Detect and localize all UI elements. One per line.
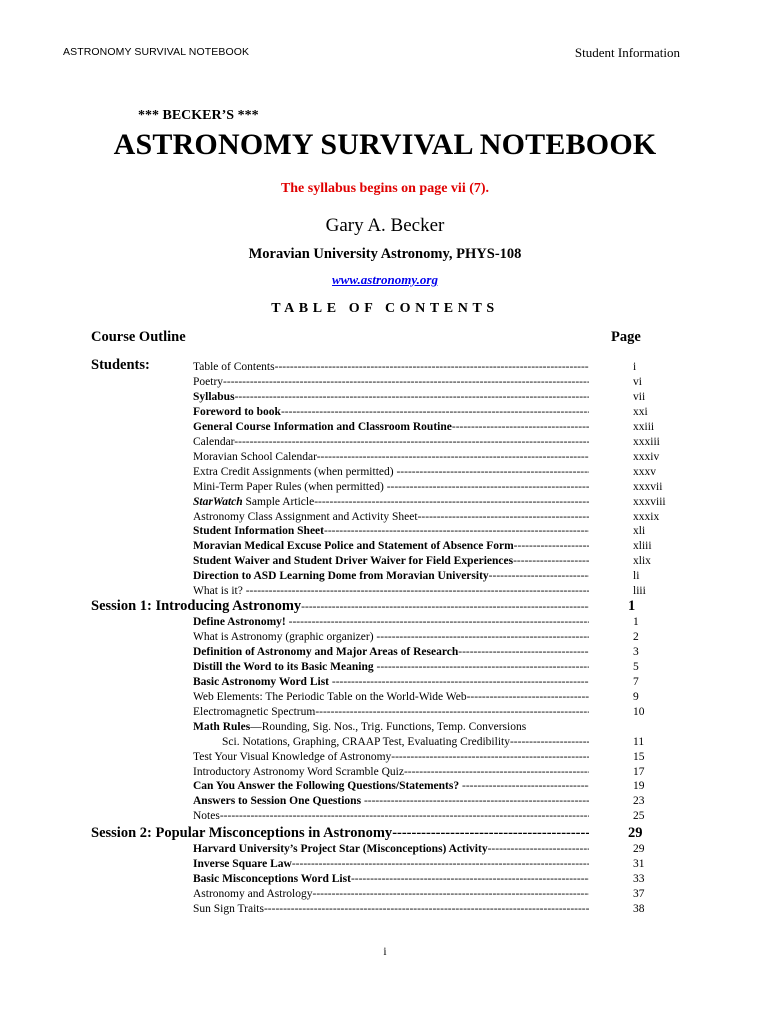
toc-entry-page: vi	[633, 375, 642, 388]
page-title: ASTRONOMY SURVIVAL NOTEBOOK	[113, 128, 657, 161]
toc-entry-page: 31	[633, 857, 645, 870]
toc-entry	[193, 794, 589, 809]
toc-entry-text: Sample Article	[242, 495, 315, 508]
students-label: Students:	[91, 357, 150, 373]
toc-entry-page: 11	[633, 735, 645, 748]
toc-entry	[193, 569, 589, 584]
toc-entry-bold-text: Basic Astronomy Word List	[193, 675, 332, 688]
toc-entry-bold-text: Can You Answer the Following Questions/Statements?	[193, 780, 462, 793]
toc-entry-page: xxxiii	[633, 435, 660, 448]
toc-entry	[193, 510, 589, 525]
toc-entry-bold-text: Basic Misconceptions Word List	[193, 872, 351, 885]
toc-entry-page: 38	[633, 902, 645, 915]
toc-entry	[193, 675, 589, 690]
toc-entry-bold-text: General Course Information and Classroom Routine	[193, 420, 452, 433]
toc-entry-text: Moravian School Calendar	[193, 450, 317, 463]
toc-entry	[193, 809, 589, 824]
toc-entry	[193, 554, 589, 569]
toc-entry-page: li	[633, 570, 640, 583]
toc-entry	[193, 480, 589, 495]
syllabus-note: The syllabus begins on page vii (7).	[280, 181, 490, 196]
toc-entry	[193, 660, 589, 675]
toc-entry	[193, 887, 589, 902]
toc-entry-bold-text: Answers to Session One Questions	[193, 795, 364, 808]
toc-entry-bold-text: Syllabus	[193, 390, 235, 403]
toc-entry-page: 5	[633, 660, 639, 673]
becker-heading: *** BECKER’S ***	[138, 108, 259, 123]
toc-entry-page: xliii	[633, 540, 652, 553]
toc-entry	[193, 645, 589, 660]
toc-entry-page: xxxiv	[633, 450, 660, 463]
toc-entry-bold-text: Foreword to book	[193, 405, 281, 418]
toc-entry-page: 3	[633, 645, 639, 658]
toc-entry	[193, 750, 589, 765]
toc-entry-page: 29	[633, 843, 645, 855]
website-link[interactable]: www.astronomy.org	[332, 272, 438, 287]
toc-entry	[193, 420, 589, 435]
toc-entry-text: Calendar	[193, 435, 235, 448]
toc-entry-page: xxiii	[633, 420, 655, 433]
toc-entry	[193, 360, 589, 375]
toc-entry-bold-text: Student Waiver and Student Driver Waiver for Field Experiences	[193, 555, 514, 568]
toc-entry-page: xxxvii	[633, 480, 663, 493]
session-page-number: 29	[628, 825, 643, 841]
toc-entry-page: 15	[633, 750, 645, 763]
toc-entry-bold-text: Definition of Astronomy and Major Areas of Research	[193, 645, 459, 658]
toc-entry-text: Introductory Astronomy Word Scramble Quiz	[193, 765, 404, 778]
running-header-title: ASTRONOMY SURVIVAL NOTEBOOK	[63, 46, 250, 58]
toc-entry-page: xli	[633, 525, 646, 538]
toc-entry-page: 37	[633, 887, 645, 900]
toc-entry-page: 10	[633, 705, 645, 718]
toc-entry-page: xxxviii	[633, 495, 666, 508]
toc-entry-page: 25	[633, 810, 645, 823]
toc-entry-italic-text: StarWatch	[193, 495, 243, 508]
toc-entry	[193, 705, 589, 720]
toc-entry	[193, 779, 589, 794]
toc-entry-page: 33	[633, 872, 645, 885]
toc-entry-text: Test Your Visual Knowledge of Astronomy	[193, 750, 392, 763]
toc-entry	[193, 630, 589, 645]
toc-entry-text: Poetry	[193, 375, 224, 388]
page-column-heading: Page	[611, 329, 641, 345]
toc-entry-bold-text: Harvard University’s Project Star (Misconceptions) Activity	[193, 843, 488, 855]
toc-entry	[193, 435, 589, 450]
running-header-section: Student Information	[574, 45, 680, 60]
toc-entry-page: xxxv	[633, 465, 656, 478]
toc-entry-page: 9	[633, 690, 639, 703]
toc-entry	[222, 735, 589, 750]
toc-entry-page: xxxix	[633, 510, 660, 523]
toc-entry	[193, 450, 589, 465]
toc-entry-text: What is Astronomy (graphic organizer)	[193, 630, 377, 643]
toc-title: TABLE OF CONTENTS	[271, 301, 499, 316]
toc-entry	[193, 902, 589, 917]
toc-entry	[193, 390, 589, 405]
toc-entry-bold-text: Direction to ASD Learning Dome from Moravian University	[193, 570, 489, 583]
toc-entry-text: Electromagnetic Spectrum	[193, 705, 316, 718]
toc-entry-page: vii	[633, 390, 646, 403]
toc-entry-text: Web Elements: The Periodic Table on the World-Wide Web	[193, 690, 467, 703]
session-page-number: 1	[628, 598, 636, 614]
toc-entry-text: What is it?	[193, 585, 246, 598]
toc-entry	[193, 872, 589, 887]
toc-entry-page: 1	[633, 616, 639, 628]
toc-entry-page: 23	[633, 795, 645, 808]
toc-entry-page: liii	[633, 585, 646, 598]
author-name: Gary A. Becker	[325, 215, 445, 236]
toc-entry-text: —Rounding, Sig. Nos., Trig. Functions, Temp. Conversions	[250, 720, 527, 733]
toc-entry-bold-text: Math Rules	[193, 720, 251, 733]
toc-entry-page: xlix	[633, 555, 651, 568]
toc-entry	[193, 375, 589, 390]
toc-entry	[193, 842, 589, 857]
toc-entry-text: Mini-Term Paper Rules (when permitted)	[193, 480, 387, 493]
toc-entry	[193, 465, 589, 480]
toc-entry	[193, 524, 589, 539]
toc-entry	[193, 857, 589, 872]
session-heading: Session 2: Popular Misconceptions in Astronomy -----	[91, 824, 589, 842]
toc-entry-text: Astronomy Class Assignment and Activity Sheet	[193, 510, 418, 523]
toc-entry-text: Table of Contents	[193, 361, 275, 373]
toc-entry-bold-text: Define Astronomy!	[193, 616, 289, 628]
toc-entry-text: Sun Sign Traits	[193, 902, 264, 915]
toc-entry-page: 19	[633, 780, 645, 793]
university-course: Moravian University Astronomy, PHYS-108	[248, 246, 522, 262]
toc-entry	[193, 615, 589, 630]
toc-entry-page: xxi	[633, 405, 648, 418]
toc-entry-page: 2	[633, 630, 639, 643]
course-outline-heading: Course Outline	[91, 329, 186, 345]
toc-entry-text: Sci. Notations, Graphing, CRAAP Test, Evaluating Credibility	[222, 735, 510, 748]
toc-entry-text: Astronomy and Astrology	[193, 887, 313, 900]
toc-entry-page: 17	[633, 765, 645, 778]
toc-entry	[193, 765, 589, 780]
toc-entry	[193, 405, 589, 420]
toc-entry-text: Extra Credit Assignments (when permitted)	[193, 465, 397, 478]
toc-entry-bold-text: Student Information Sheet	[193, 525, 324, 538]
toc-entry-bold-text: Inverse Square Law	[193, 857, 292, 870]
session-heading: Session 1: Introducing Astronomy -----	[91, 597, 589, 615]
toc-entry-bold-text: Distill the Word to its Basic Meaning	[193, 660, 377, 673]
toc-entry	[193, 539, 589, 554]
toc-entry-page: 7	[633, 675, 639, 688]
toc-entry	[193, 495, 589, 510]
toc-entry-text: Notes	[193, 810, 220, 823]
page-number: i	[383, 946, 387, 958]
toc-entry-bold-text: Moravian Medical Excuse Police and Statement of Absence Form	[193, 540, 514, 553]
toc-entry	[193, 720, 589, 735]
toc-entry	[193, 690, 589, 705]
toc-entry-page: i	[633, 361, 637, 373]
